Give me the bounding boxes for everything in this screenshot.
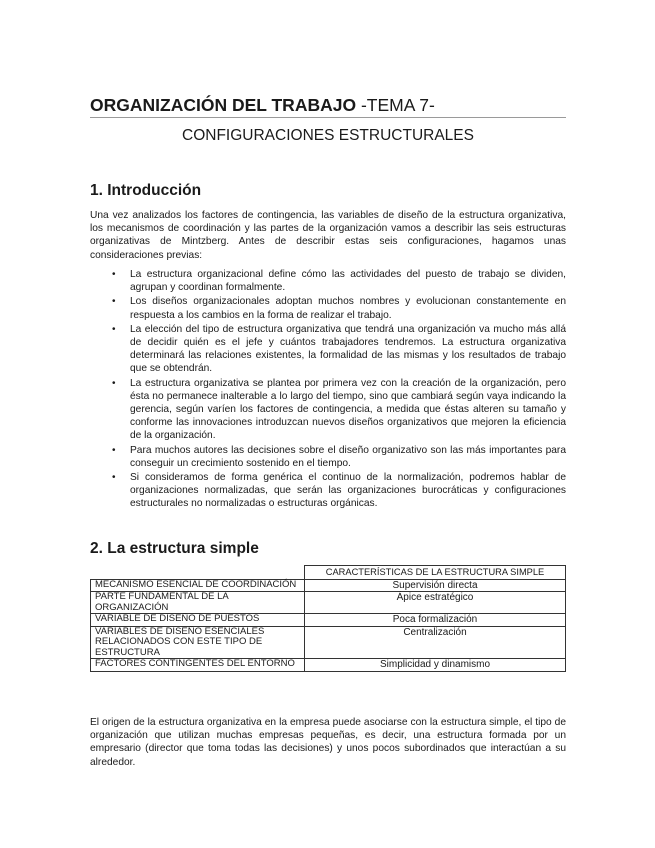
list-item-text: La elección del tipo de estructura organizativa que tendrá una organización va mucho más allá de decidir quién es el jefe y cuántos trabajadores tendremos. La estructura organizativa determinará las relaciones existentes, la formalidad de las mismas y los resultados de trabajo que se obtendrán. (130, 323, 566, 375)
table-row-value: Poca formalización (305, 614, 566, 627)
list-item (90, 444, 566, 470)
list-item (90, 323, 566, 376)
title-suffix: -TEMA 7- (356, 95, 435, 115)
bullet-icon: • (112, 472, 116, 484)
document-subtitle: CONFIGURACIONES ESTRUCTURALES (182, 127, 474, 144)
table-row-label: VARIABLE DE DISEÑO DE PUESTOS (91, 614, 305, 627)
section-heading-estructura-simple: 2. La estructura simple (90, 540, 259, 557)
considerations-list (90, 268, 566, 512)
list-item-text: La estructura organizacional define cómo las actividades del puesto de trabajo se dividen, agrupan y coordinan formalmente. (130, 269, 566, 294)
table-row (91, 592, 566, 614)
table-row (91, 614, 566, 627)
list-item (90, 471, 566, 511)
list-item-text: La estructura organizativa se plantea por primera vez con la creación de la organización, pero ésta no permanece inalterable a lo largo del tiempo, sino que cambiará según vaya indicando la gerencia, según varíen los factores de contingencia, a medida que éstas alteren su tamaño y conforme las innovaciones introduzcan nuevos diseños organizativos que mejoren la eficiencia de la organización. (130, 377, 566, 442)
table-row-label: FACTORES CONTINGENTES DEL ENTORNO (91, 659, 305, 672)
table-row-label: PARTE FUNDAMENTAL DE LA ORGANIZACIÓN (91, 592, 305, 614)
characteristics-table (90, 565, 566, 672)
document-title (90, 94, 566, 116)
table-row-label: MECANISMO ESENCIAL DE COORDINACIÓN (91, 579, 305, 592)
bullet-icon: • (112, 296, 116, 308)
table-row-label: VARIABLES DE DISEÑO ESENCIALES RELACIONADOS CON ESTE TIPO DE ESTRUCTURA (91, 626, 305, 659)
title-main: ORGANIZACIÓN DEL TRABAJO (90, 95, 357, 115)
intro-paragraph: Una vez analizados los factores de contingencia, las variables de diseño de la estructura organizativa, los mecanismos de coordinación y las partes de la organización vamos a describir las seis estructuras organizativas de Mintzberg. Antes de describir estas seis configuraciones, hagamos unas consideraciones previas: (90, 210, 566, 261)
table-row (91, 659, 566, 672)
table-row-value: Ápice estratégico (305, 592, 566, 614)
list-item-text: Si consideramos de forma genérica el continuo de la normalización, podremos hablar de organizaciones normalizadas, que serán las organizaciones burocráticas y configuraciones estructurales no normalizadas o estructuras orgánicas. (130, 472, 566, 510)
bullet-icon: • (112, 377, 116, 389)
table-row (91, 579, 566, 592)
title-divider (90, 117, 566, 118)
list-item (90, 268, 566, 294)
table-corner-cell (91, 566, 305, 580)
simple-structure-paragraph: El origen de la estructura organizativa en la empresa puede asociarse con la estructura simple, el tipo de organización que utilizan muchas empresas pequeñas, es decir, una estructura formada por un empresario (director que toma todas las decisiones) y unos pocos subordinados que interactúan a su alrededor. (90, 717, 566, 768)
table-header: CARACTERÍSTICAS DE LA ESTRUCTURA SIMPLE (305, 566, 566, 580)
bullet-icon: • (112, 269, 116, 280)
section-heading-introduccion: 1. Introducción (90, 182, 202, 199)
table-row (91, 626, 566, 659)
list-item (90, 295, 566, 321)
table-row-value: Centralización (305, 626, 566, 659)
list-item-text: Para muchos autores las decisiones sobre el diseño organizativo son las más importantes para conseguir un crecimiento sostenido en el tiempo. (130, 444, 566, 469)
bullet-icon: • (112, 323, 116, 335)
list-item-text: Los diseños organizacionales adoptan muchos nombres y evolucionan constantemente en respuesta a los cambios en la forma de realizar el trabajo. (130, 296, 566, 321)
table-row-value: Simplicidad y dinamismo (305, 659, 566, 672)
bullet-icon: • (112, 444, 116, 456)
table-row-value: Supervisión directa (305, 579, 566, 592)
list-item (90, 377, 566, 443)
table-header-row (91, 566, 566, 580)
